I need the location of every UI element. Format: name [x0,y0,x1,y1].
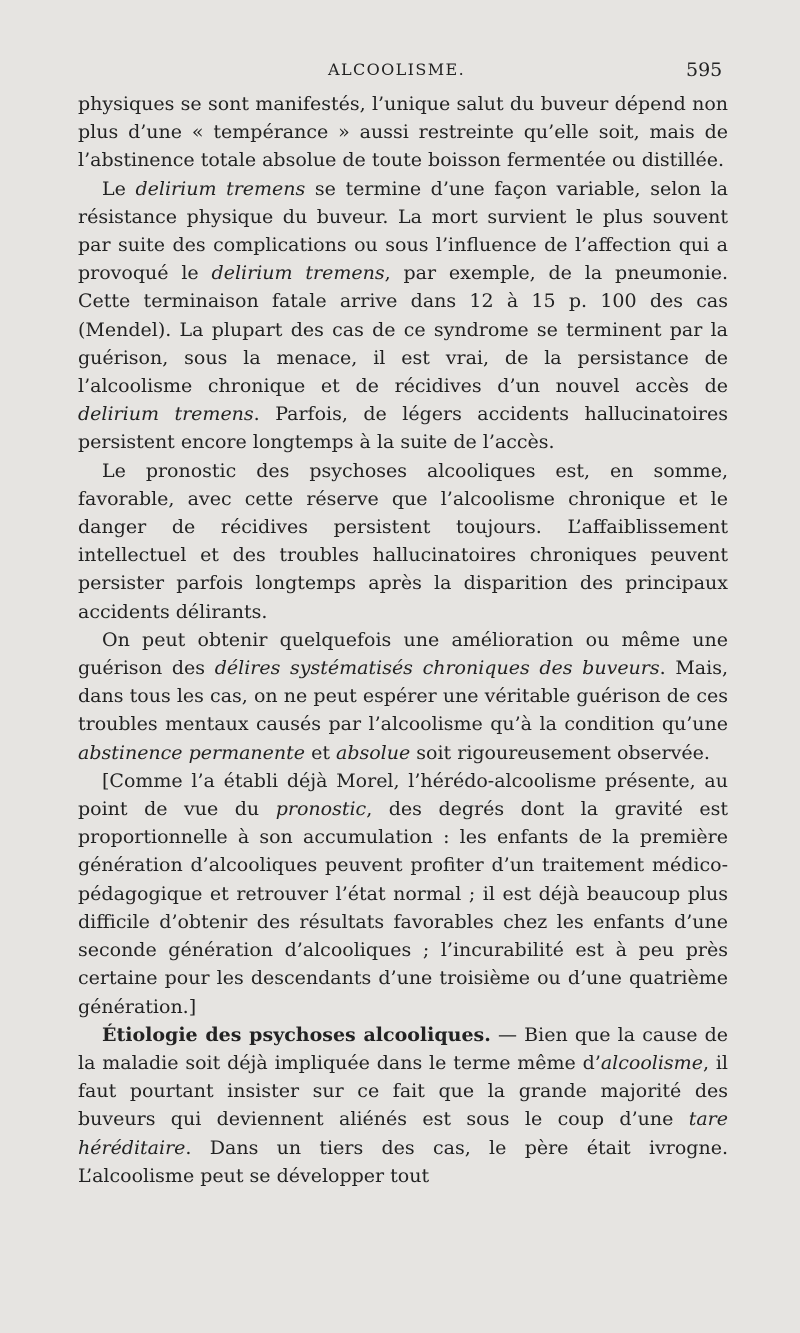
page-number: 595 [686,59,723,81]
section-heading: Étiologie des psychoses alcooliques. [102,1023,491,1046]
italic-text: delirium tremens [78,403,254,426]
text-run: [Comme l’a établi déjà Morel, l’hérédo-alcoolisme présente, au point de vue du [78,769,728,821]
running-head [0,58,800,82]
italic-text: pronostic [275,798,367,821]
italic-text: delirium tremens [211,262,385,285]
text-run: On peut obtenir quelquefois une amélioration ou même une guérison des [78,628,728,680]
running-title: ALCOOLISME. [328,60,466,79]
paragraph [78,457,728,626]
italic-text: delirium tremens [135,177,306,200]
paragraph [78,90,728,175]
italic-text: délires systématisés chroniques des buveurs [214,657,660,680]
paragraph [78,1021,728,1190]
text-run: , par exemple, de la pneumonie. Cette terminaison fatale arrive dans 12 à 15 p. 100 des cas (Mendel). La plupart des cas de ce syndrome se terminent par la guérison, sous la menace, il est vrai, de la persistance de l’alcoolisme chronique et de récidives d’un nouvel accès de [78,262,728,398]
italic-text: abstinence permanente [78,741,306,764]
paragraph [78,767,728,1021]
text-run: — Bien que la cause de la maladie soit déjà impliquée dans le terme même d’ [78,1023,729,1074]
text-run: et [305,741,336,764]
paragraph [78,626,728,767]
text-run: physiques se sont manifestés, l’unique salut du buveur dépend non plus d’une « tempérance » aussi restreinte qu’elle soit, mais de l’abstinence totale absolue de toute boisson fermentée ou distillée. [78,93,728,172]
italic-text: tare héréditaire [78,1108,728,1159]
paragraph [78,175,728,457]
text-run: , des degrés dont la gravité est proportionnelle à son accumulation : les enfants de la première génération d’alcooliques peuvent profiter d’un traitement médico-pédagogique et retrouver l’état normal ; il est déjà beaucoup plus difficile d’obtenir des résultats favorables chez les enfants d’une seconde génération d’alcooliques ; l’incurabilité est à peu près certaine pour les descendants d’une troisième ou d’une quatrième génération.] [78,798,729,1018]
text-run: . Mais, dans tous les cas, on ne peut espérer une véritable guérison de ces troubles mentaux causés par l’alcoolisme qu’à la condition qu’une [78,657,728,736]
text-run: , il faut pourtant insister sur ce fait que la grande majorité des buveurs qui deviennent aliénés est sous le coup d’une [78,1051,728,1131]
italic-text: alcoolisme [600,1051,703,1074]
text-run: . Parfois, de légers accidents hallucinatoires persistent encore longtemps à la suite de l’accès. [78,403,728,454]
text-run: Le pronostic des psychoses alcooliques est, en somme, favorable, avec cette réserve que l’alcoolisme chronique et le danger de récidives persistent toujours. L’affaiblissement intellectuel et des troubles hallucinatoires chroniques peuvent persister parfois longtemps après la disparition des principaux accidents délirants. [78,459,728,623]
text-run: se termine d’une façon variable, selon la résistance physique du buveur. La mort survient le plus souvent par suite des complications ou sous l’influence de l’affection qui a provoqué le [78,177,728,285]
body-text [78,90,728,1190]
text-run: Le [102,177,136,200]
text-run: . Dans un tiers des cas, le père était ivrogne. L’alcoolisme peut se développer tout [78,1136,728,1187]
text-run: soit rigoureusement observée. [410,741,710,764]
italic-text: absolue [336,741,411,764]
